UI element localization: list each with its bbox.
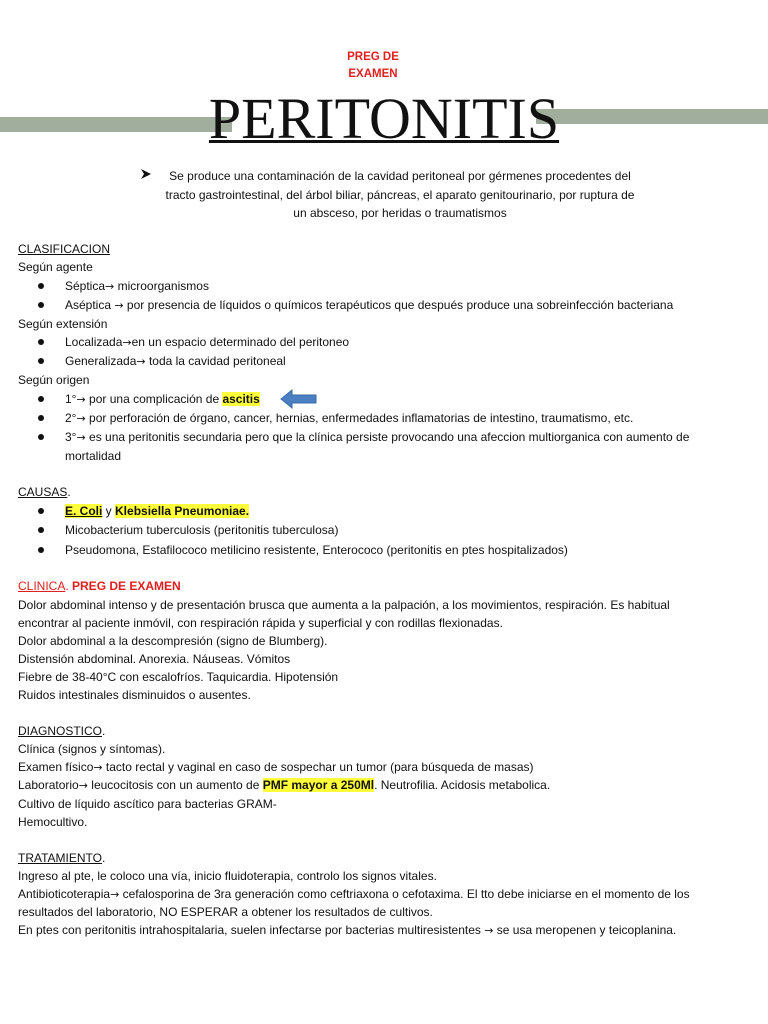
- heading-text: CAUSAS: [18, 485, 68, 499]
- arrow-icon: →: [76, 393, 86, 406]
- item-term: 3°: [65, 430, 77, 444]
- arrow-icon: →: [114, 299, 124, 312]
- heading-text: CLINICA: [18, 579, 66, 593]
- group-label: Según extensión: [18, 317, 108, 331]
- heading-text: TRATAMIENTO: [18, 851, 102, 865]
- list-item: [65, 409, 740, 428]
- text-line: [18, 758, 744, 777]
- exam-tag-line1: PREG DE: [347, 51, 399, 63]
- text-line: Hemocultivo.: [18, 815, 88, 829]
- section-heading-clasificacion: [18, 240, 744, 258]
- section-heading-causas: CAUSAS.: [18, 485, 71, 499]
- text-line: Distensión abdominal. Anorexia. Náuseas. Vómitos: [18, 652, 291, 666]
- arrow-icon: →: [93, 761, 103, 774]
- exam-tag-inline: PREG DE EXAMEN: [72, 579, 181, 593]
- list-item: Pseudomona, Estafilococo metilicino resistente, Enterococo (peritonitis en ptes hospitalizados): [65, 543, 568, 557]
- highlight-ascitis: ascitis: [222, 392, 260, 406]
- text-line: Dolor abdominal intenso y de presentación brusca que aumenta a la palpación, a los movimientos, respiración. Es habitual: [18, 598, 670, 612]
- heading-text: CLASIFICACION: [18, 242, 111, 256]
- bullet-dot: [38, 302, 44, 308]
- highlight-klebsiella: Klebsiella Pneumoniae.: [115, 504, 250, 518]
- text-line: Dolor abdominal a la descompresión (signo de Blumberg).: [18, 634, 328, 648]
- text-span: leucocitosis con un aumento de: [87, 778, 263, 792]
- list-item: [65, 333, 740, 352]
- list-item: [65, 502, 740, 520]
- text-line: Ruidos intestinales disminuidos o ausentes.: [18, 688, 251, 702]
- list-item: [65, 352, 740, 371]
- list-item: [65, 428, 740, 465]
- text-span: cefalosporina de 3ra generación como ceftriaxona o cefotaxima. El tto debe iniciarse en el momento de los: [119, 887, 690, 901]
- heading-text: DIAGNOSTICO: [18, 724, 103, 738]
- section-heading-tratamiento: TRATAMIENTO.: [18, 851, 106, 865]
- item-text: por una complicación de: [85, 392, 223, 406]
- item-text: es una peritonitis secundaria pero que la clínica persiste provocando una afeccion multiorganica con aumento de mortalidad: [65, 430, 690, 464]
- text-line: [18, 885, 744, 904]
- intro-paragraph: [140, 167, 660, 223]
- item-text: por perforación de órgano, cancer, hernias, enfermedades inflamatorias de intestino, traumatismo, etc.: [85, 411, 634, 425]
- item-term: 1°: [65, 392, 77, 406]
- text-span: En ptes con peritonitis intrahospitalaria, suelen infectarse por bacterias multiresistentes: [18, 923, 485, 937]
- text-span: . Neutrofilia. Acidosis metabolica.: [374, 778, 551, 792]
- item-text: por presencia de líquidos o químicos terapéuticos que después produce una sobreinfección bacteriana: [123, 298, 674, 312]
- bullet-dot: [38, 434, 44, 440]
- item-text: microorganismos: [114, 279, 209, 293]
- text-line: Cultivo de líquido ascítico para bacterias GRAM-: [18, 797, 277, 811]
- text-span: Antibioticoterapia: [18, 887, 111, 901]
- intro-line: tracto gastrointestinal, del árbol biliar, páncreas, el aparato genitourinario, por ruptura de: [165, 187, 635, 202]
- list-item: [65, 296, 740, 315]
- item-term: Localizada: [65, 335, 123, 349]
- text-span: tacto rectal y vaginal en caso de sospechar un tumor (para búsqueda de masas): [102, 760, 534, 774]
- item-text: toda la cavidad peritoneal: [145, 354, 286, 368]
- highlight-pmf: PMF mayor a 250Ml: [262, 778, 375, 792]
- arrow-icon: →: [136, 355, 146, 368]
- bullet-dot: [38, 508, 44, 514]
- text-span: Examen físico: [18, 760, 94, 774]
- group-label: Según origen: [18, 373, 90, 387]
- text-line: Fiebre de 38-40°C con escalofríos. Taquicardia. Hipotensión: [18, 670, 339, 684]
- text-span: Laboratorio: [18, 778, 79, 792]
- exam-tag-line2: EXAMEN: [348, 68, 398, 80]
- item-text: y: [102, 504, 116, 518]
- intro-line: un absceso, por heridas o traumatismos: [293, 206, 507, 220]
- bullet-dot: [38, 339, 44, 345]
- arrow-icon: →: [122, 336, 132, 349]
- bullet-dot: [38, 283, 44, 289]
- intro-line: Se produce una contaminación de la cavidad peritoneal por gérmenes procedentes del: [169, 169, 631, 183]
- list-item: Micobacterium tuberculosis (peritonitis tuberculosa): [65, 523, 339, 537]
- text-span: se usa meropenen y teicoplanina.: [493, 923, 677, 937]
- arrow-icon: →: [110, 888, 120, 901]
- exam-tag: [340, 49, 406, 83]
- text-line: [18, 921, 744, 940]
- text-line: Clínica (signos y síntomas).: [18, 742, 166, 756]
- highlight-ecoli: E. Coli: [65, 504, 103, 518]
- bullet-dot: [38, 527, 44, 533]
- text-line: resultados del laboratorio, NO ESPERAR a obtener los resultados de cultivos.: [18, 905, 433, 919]
- arrow-icon: →: [76, 412, 86, 425]
- bullet-dot: [38, 415, 44, 421]
- group-label: Según agente: [18, 260, 93, 274]
- item-term: Generalizada: [65, 354, 137, 368]
- text-line: encontrar al paciente inmóvil, con respiración rápida y superficial y con rodillas flexionadas.: [18, 616, 503, 630]
- item-term: Séptica: [65, 279, 106, 293]
- list-item: [65, 277, 740, 296]
- item-text: en un espacio determinado del peritoneo: [131, 335, 350, 349]
- page-title: PERITONITIS: [208, 86, 560, 151]
- text-line: Ingreso al pte, le coloco una vía, inicio fluidoterapia, controlo los signos vitales.: [18, 869, 437, 883]
- arrow-icon: →: [78, 779, 88, 792]
- item-term: Aséptica: [65, 298, 115, 312]
- arrow-icon: →: [76, 431, 86, 444]
- section-heading-clinica: CLINICA. PREG DE EXAMEN: [18, 579, 181, 593]
- text-line: [18, 776, 744, 795]
- list-item: [65, 390, 740, 409]
- section-heading-diagnostico: DIAGNOSTICO.: [18, 724, 106, 738]
- arrow-icon: →: [105, 280, 115, 293]
- bullet-dot: [38, 547, 44, 553]
- item-term: 2°: [65, 411, 77, 425]
- bullet-dot: [38, 358, 44, 364]
- arrow-icon: →: [484, 924, 494, 937]
- bullet-dot: [38, 396, 44, 402]
